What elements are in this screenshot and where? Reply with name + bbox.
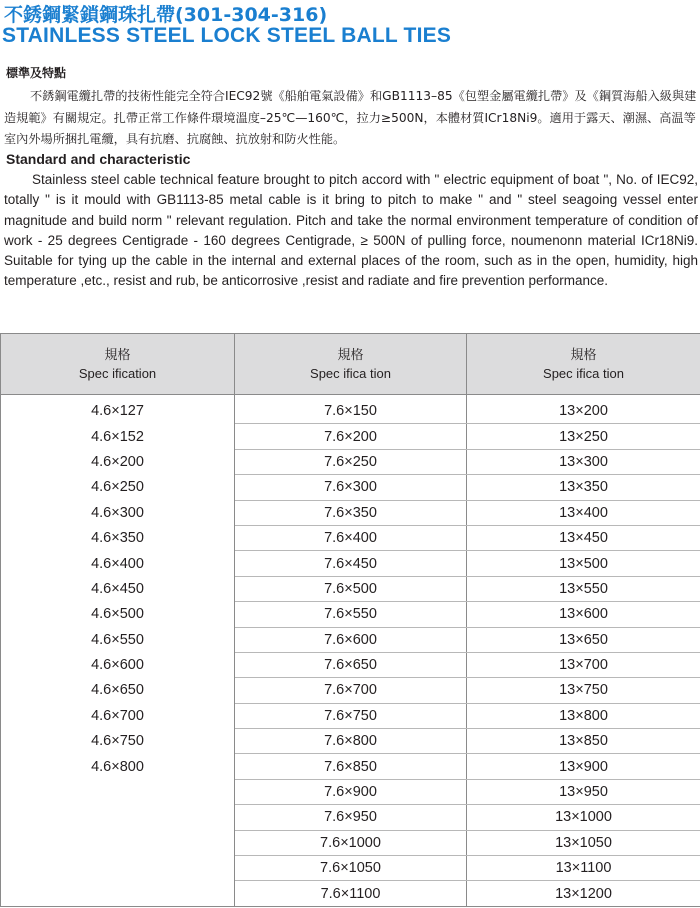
table-row bbox=[1, 525, 700, 550]
table-cell bbox=[1, 856, 235, 881]
table-cell: 4.6×350 bbox=[1, 525, 235, 550]
table-cell: 7.6×250 bbox=[235, 449, 467, 474]
table-cell: 13×950 bbox=[467, 779, 700, 804]
table-row bbox=[1, 881, 700, 906]
table-cell: 7.6×800 bbox=[235, 729, 467, 754]
table-cell: 13×600 bbox=[467, 602, 700, 627]
table-body bbox=[1, 395, 700, 907]
standard-heading-english: Standard and characteristic bbox=[6, 151, 191, 167]
table-row bbox=[1, 729, 700, 754]
page-title-chinese: 不銹鋼緊鎖鋼珠扎帶(301-304-316) bbox=[4, 4, 328, 26]
table-cell: 4.6×750 bbox=[1, 729, 235, 754]
table-cell: 4.6×127 bbox=[1, 395, 235, 424]
table-cell: 13×800 bbox=[467, 703, 700, 728]
table-row bbox=[1, 779, 700, 804]
table-cell: 4.6×200 bbox=[1, 449, 235, 474]
table-row bbox=[1, 475, 700, 500]
table-row bbox=[1, 703, 700, 728]
table-cell: 13×850 bbox=[467, 729, 700, 754]
column-header bbox=[467, 334, 700, 395]
table-cell: 13×900 bbox=[467, 754, 700, 779]
table-cell: 7.6×850 bbox=[235, 754, 467, 779]
table-row bbox=[1, 856, 700, 881]
table-cell: 7.6×950 bbox=[235, 805, 467, 830]
table-cell: 13×1100 bbox=[467, 856, 700, 881]
table-cell bbox=[1, 830, 235, 855]
table-cell: 13×1200 bbox=[467, 881, 700, 906]
table-row bbox=[1, 551, 700, 576]
table-cell: 7.6×350 bbox=[235, 500, 467, 525]
table-cell: 7.6×550 bbox=[235, 602, 467, 627]
table-cell: 7.6×200 bbox=[235, 424, 467, 449]
table-row bbox=[1, 652, 700, 677]
column-header-cn: 規格 bbox=[570, 347, 597, 362]
specification-table bbox=[0, 333, 700, 907]
table-header-row bbox=[1, 334, 700, 395]
table-cell: 13×250 bbox=[467, 424, 700, 449]
table-cell: 7.6×750 bbox=[235, 703, 467, 728]
table-cell: 7.6×700 bbox=[235, 678, 467, 703]
column-header-en: Spec ification bbox=[78, 366, 157, 381]
table-row bbox=[1, 627, 700, 652]
table-row bbox=[1, 754, 700, 779]
table-cell: 4.6×152 bbox=[1, 424, 235, 449]
table-cell: 4.6×500 bbox=[1, 602, 235, 627]
table-row bbox=[1, 805, 700, 830]
table-cell: 4.6×300 bbox=[1, 500, 235, 525]
table-cell: 7.6×150 bbox=[235, 395, 467, 424]
table-row bbox=[1, 602, 700, 627]
table-cell: 4.6×250 bbox=[1, 475, 235, 500]
table-cell: 13×200 bbox=[467, 395, 700, 424]
table-cell: 4.6×600 bbox=[1, 652, 235, 677]
table-cell: 4.6×550 bbox=[1, 627, 235, 652]
table-cell: 7.6×1050 bbox=[235, 856, 467, 881]
table-row bbox=[1, 830, 700, 855]
table-cell bbox=[1, 805, 235, 830]
column-header bbox=[1, 334, 235, 395]
table-cell: 4.6×700 bbox=[1, 703, 235, 728]
column-header-cn: 規格 bbox=[104, 347, 131, 362]
table-cell: 7.6×450 bbox=[235, 551, 467, 576]
column-header-en: Spec ifica tion bbox=[310, 366, 391, 381]
table-cell: 13×350 bbox=[467, 475, 700, 500]
column-header-cn: 規格 bbox=[337, 347, 364, 362]
table-cell: 4.6×400 bbox=[1, 551, 235, 576]
table-cell: 4.6×450 bbox=[1, 576, 235, 601]
table-cell: 4.6×800 bbox=[1, 754, 235, 779]
column-header-en: Spec ifica tion bbox=[543, 366, 624, 381]
standard-paragraph-chinese: 不銹鋼電纜扎帶的技術性能完全符合IEC92號《船舶電氣設備》和GB1113–85《包塑金屬電纜扎帶》及《鋼質海船入級與建造規範》有關規定。扎帶正常工作條件環境溫度–25℃—160℃，拉力≥500N，本體材質ICr18Ni9。適用于露天、潮濕、高温等室內外場所捆扎電纜，具有抗磨、抗腐蝕、抗放射和防火性能。 bbox=[4, 89, 697, 146]
table-cell: 13×450 bbox=[467, 525, 700, 550]
table-cell: 13×400 bbox=[467, 500, 700, 525]
table-cell: 13×500 bbox=[467, 551, 700, 576]
table-cell: 7.6×650 bbox=[235, 652, 467, 677]
table-cell: 13×650 bbox=[467, 627, 700, 652]
table-row bbox=[1, 576, 700, 601]
table-cell: 7.6×900 bbox=[235, 779, 467, 804]
table-cell bbox=[1, 779, 235, 804]
table-row bbox=[1, 424, 700, 449]
table-cell: 7.6×300 bbox=[235, 475, 467, 500]
table-cell: 13×1050 bbox=[467, 830, 700, 855]
standard-heading-chinese: 標準及特點 bbox=[6, 66, 67, 80]
table-cell bbox=[1, 881, 235, 906]
table-cell: 13×700 bbox=[467, 652, 700, 677]
table-row bbox=[1, 449, 700, 474]
table-cell: 7.6×500 bbox=[235, 576, 467, 601]
page-title-english: STAINLESS STEEL LOCK STEEL BALL TIES bbox=[2, 24, 452, 47]
table-row bbox=[1, 395, 700, 424]
table-row bbox=[1, 678, 700, 703]
table-cell: 7.6×400 bbox=[235, 525, 467, 550]
table-cell: 7.6×1100 bbox=[235, 881, 467, 906]
table-cell: 7.6×600 bbox=[235, 627, 467, 652]
table-cell: 4.6×650 bbox=[1, 678, 235, 703]
table-cell: 13×1000 bbox=[467, 805, 700, 830]
column-header bbox=[235, 334, 467, 395]
table-row bbox=[1, 500, 700, 525]
standard-paragraph-english: Stainless steel cable technical feature brought to pitch accord with " electric equipment of boat ", No. of IEC92, totally " is it mould with GB1113-85 metal cable is it bring to pitch to make " and " steel seagoing vessel enter magnitude and build norm " relevant regulation. Pitch and take the normal environment temperature of condition of work - 25 degrees Centigrade - 160 degrees Centigrade, ≥ 500N of pulling force, noumenonn material ICr18Ni9. Suitable for tying up the cable in the internal and external places of the room, such as in the open, humidity, high temperature ,etc., resist and rub, be anticorrosive ,resist and radiate and fire prevention performance. bbox=[4, 172, 698, 289]
table-cell: 13×300 bbox=[467, 449, 700, 474]
table-cell: 13×550 bbox=[467, 576, 700, 601]
table-cell: 7.6×1000 bbox=[235, 830, 467, 855]
table-cell: 13×750 bbox=[467, 678, 700, 703]
